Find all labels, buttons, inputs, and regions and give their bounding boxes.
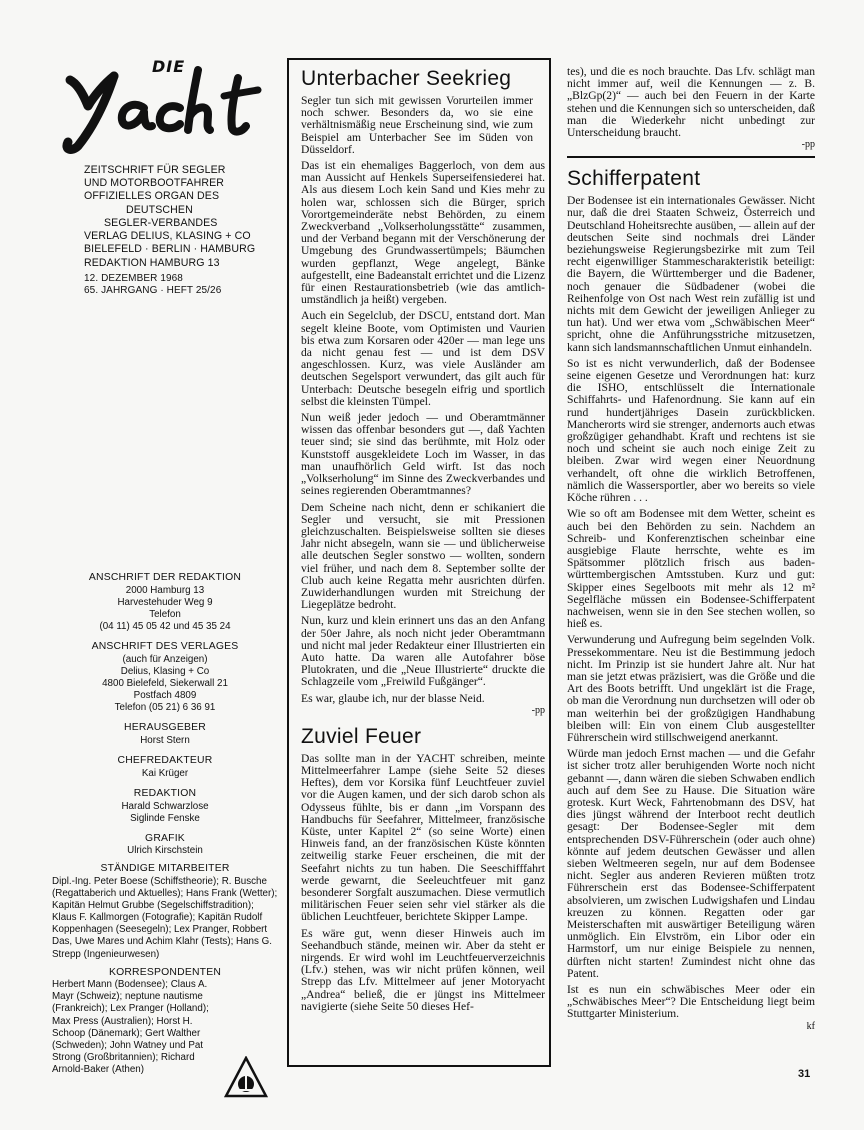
masthead-column xyxy=(48,50,274,298)
publisher-address-line: 4800 Bielefeld, Siekerwall 21 xyxy=(102,677,228,689)
issue-date: 12. DEZEMBER 1968 xyxy=(84,272,183,284)
article-paragraph: Nun weiß jeder jedoch — und Oberamtmänner wissen das offenbar besonders gut —, daß Yachten teuer sind; sie sind das berühmte, mit Holz oder Kunststoff ausgekleidete Loch im Wasser, in das man unaufhörlich Geld wirft. Ist das noch „Volkserholung“ im Sinne des Zweckverbandes und seines regierenden Oberamtmannes? xyxy=(301,411,545,498)
editorial-staff-name: Siglinde Fenske xyxy=(130,812,200,824)
article-lead: Segler tun sich mit gewissen Vorurteilen immer noch schwer. Besonders da, wo sie eine verhältnismäßig neue Erscheinung sind, wie zum Beispiel am Unterbacher See im Süden von Düsseldorf. xyxy=(301,94,533,156)
masthead-line: DEUTSCHEN xyxy=(126,203,193,216)
article-column-right xyxy=(567,66,815,1032)
article-paragraph: Der Bodensee ist ein internationales Gewässer. Nicht nur, daß die drei Staaten Schweiz, Österreich und Deutschland Hoheitsrechte ausüben, — allein auf der deutschen Seite sind nochmals drei Länder beziehungsweise Regierungsbezirke mit zum Teil recht eigenwilliger Stammescharakteristik beteiligt: die Bayern, die Württemberger und die Badener, noch genauer die Südbadener (wobei die Reihenfolge von Ost nach West rein zufällig ist und nichts mit dem Gewicht der jeweiligen Anlieger zu tun hat). Und wer etwa vom „Schwäbischen Meer“ spricht, ohne die Anführungsstriche mitzusetzen, kann sich landsmannschaftlichen Unmut einhandeln. xyxy=(567,194,815,354)
section-divider xyxy=(567,156,815,158)
contributors-list: Dipl.-Ing. Peter Boese (Schiffstheorie); R. Busche (Regattaberich und Aktuelles); Hans Frank (Wetter); Kapitän Helmut Grubbe (Segelschiffstradition); Klaus F. Kallmorgen (Fotografie); Kapitän Rudolf Koppenhagen (Seesegeln); Lex Pranger, Robbert Das, Uwe Mares und Achim Klahr (Tests); Hans G. Strepp (Ingenieurwesen) xyxy=(52,876,278,960)
article-paragraph: Das ist ein ehemaliges Baggerloch, von dem aus man Aussicht auf Henkels Superseifensiederei hat. Als aus diesem Loch kein Sand und Kies mehr zu holen war, schlossen sich die Bürger, sprich Vorortgemeinderäte nebst Behörden, zu einem Zweckverband „Volkserholungsstätte“ zusammen, und der Verband begann mit der Verschönerung der Umgebung des Grundwassertümpels; Bäumchen wurden gepflanzt, Wege angelegt, Bänke aufgestellt, eine Badeanstalt errichtet und die Lizenz für einen Restaurationsbetrieb (wie das amtlich-umständlich ja heißt) vergeben. xyxy=(301,159,545,307)
graphics-heading: GRAFIK xyxy=(145,832,185,844)
editorial-address-heading: ANSCHRIFT DER REDAKTION xyxy=(88,572,242,583)
author-signature: -pp xyxy=(801,139,815,151)
editor-in-chief-heading: CHEFREDAKTEUR xyxy=(117,754,213,766)
editorial-staff-name: Harald Schwarzlose xyxy=(121,800,209,812)
editorial-staff-heading: REDAKTION xyxy=(133,787,197,799)
editorial-address-line: Telefon xyxy=(149,608,181,620)
publisher-address-line: Telefon (05 21) 6 36 91 xyxy=(114,701,216,713)
masthead-line: VERLAG DELIUS, KLASING + CO xyxy=(84,230,251,243)
masthead-line: UND MOTORBOOTFAHRER xyxy=(84,177,225,190)
article-title: Schifferpatent xyxy=(567,167,701,191)
article-paragraph: Ist es nun ein schwäbisches Meer oder ein „Schwäbisches Meer“? Die Entscheidung liegt beim Stuttgarter Ministerium. xyxy=(567,983,815,1021)
editorial-address-line: 2000 Hamburg 13 xyxy=(125,584,205,596)
article-column-left xyxy=(301,66,545,1017)
article-paragraph: Es war, glaube ich, nur der blasse Neid. xyxy=(301,691,485,705)
author-signature: -pp xyxy=(531,704,545,716)
masthead-line: ZEITSCHRIFT FÜR SEGLER xyxy=(84,164,226,176)
article-title: Unterbacher Seekrieg xyxy=(301,67,512,90)
article-paragraph: Nun, kurz und klein erinnert uns das an den Anfang der 50er Jahre, als noch nicht jeder Oberamtmann und nicht mal jeder Redakteur einer Illustrierten ein Auto hatte. Da waren alle Autofahrer böse Plutokraten, und die „Neue Illustrierte“ druckte die Schlagzeile vom „Freiwild Fußgänger“. xyxy=(301,614,545,689)
masthead-line: BIELEFELD · BERLIN · HAMBURG xyxy=(84,243,256,256)
yacht-logo-icon xyxy=(48,50,274,156)
publisher-address-heading: ANSCHRIFT DES VERLAGES xyxy=(91,640,239,652)
editorial-address-line: (04 11) 45 05 42 und 45 35 24 xyxy=(99,620,231,632)
masthead-line: OFFIZIELLES ORGAN DES xyxy=(84,190,220,203)
editor-in-chief-name: Kai Krüger xyxy=(141,767,189,779)
publisher-address-line: (auch für Anzeigen) xyxy=(122,653,208,665)
dsv-emblem-icon xyxy=(224,1056,268,1100)
article-paragraph: Würde man jedoch Ernst machen — und die Gefahr ist sicher trotz aller beruhigenden Worte noch nicht gebannt —, dann wären die sieben Schwaben endlich auch auf dem See zu Hause. Die Situation wäre grotesk. Kurt Weck, Fahrtenobmann des DSV, hat dies jüngst während der Interboot recht deutlich gesagt: Der Bodensee-Segler mit dem entsprechenden DSV-Führerschein (oder auch ohne) könnte auf jedem deutschen Gewässer und allen sieben Weltmeeren segeln, nur auf dem Bodensee nicht. Segler aus anderen Revieren müßten trotz Führerschein erst das Bodensee-Schifferpatent absolvieren, um zwischen Ludwigshafen und Lindau kreuzen zu können. Regatten oder gar Meisterschaften mit auswärtiger Beteiligung wären unmöglich. Ein Elvström, ein Libor oder ein Harmstorf, um nur einige Beispiele zu nennen, dürften nicht starten! Zumindest nicht ohne das Patent. xyxy=(567,747,815,980)
article-paragraph: Wie so oft am Bodensee mit dem Wetter, scheint es auch bei den Behörden zu sein. Nachdem an Schreib- und Konferenztischen scheinbar eine ausgiebige Flaute herrschte, wehte es im Spätsommer plötzlich frisch aus baden-württembergischen Amtsstuben. Kurz und gut: Skipper eines Segelboots mit mehr als 12 m² Segelfläche müssen ein Bodensee-Schifferpatent nachweisen, wenn sie in den See stechen wollen, so hieß es. xyxy=(567,507,815,631)
publisher-address-line: Postfach 4809 xyxy=(133,689,197,701)
masthead-line: REDAKTION HAMBURG 13 xyxy=(84,256,220,269)
publisher-name: Horst Stern xyxy=(140,734,190,746)
graphics-name: Ulrich Kirschstein xyxy=(127,845,203,857)
correspondents-list: Herbert Mann (Bodensee); Claus A. Mayr (Schweiz); neptune nautisme (Frankreich); Lex Pranger (Holland); Max Press (Australien); Horst H. Schoop (Dänemark); Gert Walther (Schweden); John Watney und Pat Strong (Großbritannien); Richard Arnold-Baker (Athen) xyxy=(52,979,209,1075)
masthead-info xyxy=(48,164,274,298)
article-paragraph: So ist es nicht verwunderlich, daß der Bodensee seine eigenen Gesetze und Verordnungen hat: kurz die ISHO, entschlüsselt die Internationale Schiffahrts- und Hafenordnung. Sie kann auf ein rund hundertjähriges Dasein zurückblicken. Mancherorts wird sie strenger, andernorts auch etwas großzügiger gehandhabt. Kraft und rechtens ist sie noch und scheint sie auch noch einige Zeit zu bleiben. Zwar wird wegen einer Neuordnung verhandelt, oft ohne die wirklich Betroffenen, nämlich die Wassersportler, aber wo bereits so viele Köche rühren . . . xyxy=(567,356,815,505)
masthead-line: SEGLER-VERBANDES xyxy=(104,216,218,229)
svg-text:DIE: DIE xyxy=(152,57,186,76)
page-number: 31 xyxy=(798,1068,811,1080)
article-paragraph: Das sollte man in der YACHT schreiben, meinte Mittelmeerfahrer Lampe (siehe Seite 52 dieses Heftes), dem vor Korsika fünf Leuchtfeuer zuviel vor die Augen kamen, und der sich darob schon als Odysseus fühlte, bis er dann „im Vorspann des Handbuchs für Seefahrer, Mittelmeer, französische Küste, unter Kapitel 2“ (so seine Worte) einen Hinweis fand, an der französischen Küste könnten zeitweilig starke Feuer erscheinen, die mit der Seefahrt nichts zu tun haben. Die Seeschifffahrt werde gewarnt, die Seeleuchtfeuer mit ganz besonderer Sorgfalt auszumachen. Diese vermutlich militärischen Feuer seien sehr viel stärker als die üblichen Leuchtfeuer, berichtete Skipper Lampe. xyxy=(301,751,545,924)
article-paragraph: Es wäre gut, wenn dieser Hinweis auch im Seehandbuch stände, meinen wir. Aber da steht er nirgends. Er wird wohl im Leuchtfeuerverzeichnis (Lfv.) stehen, was wir nicht prüfen können, weil Strepp das Lfv. Mittelmeer auf jener Motoryacht „Andrea“ beließ, die er jüngst ins Mittelmeer navigierte (siehe Seite 50 dieses Hef- xyxy=(301,926,545,1013)
editorial-address-line: Harvestehuder Weg 9 xyxy=(117,596,213,608)
imprint-column xyxy=(52,572,278,1076)
article-title: Zuviel Feuer xyxy=(301,724,422,748)
die-yacht-logo xyxy=(48,50,274,156)
contributors-heading: STÄNDIGE MITARBEITER xyxy=(100,863,230,875)
article-paragraph: Verwunderung und Aufregung beim segelnden Volk. Pressekommentare. Neu ist die Bestimmung jedoch nicht. Im Prinzip ist sie hundert Jahre alt. Nur hat man sie jetzt etwas präzisiert, was die Größe und die Art des Boots betrifft. Und ungeklärt ist die Frage, ob man die Verordnung nun durchsetzen will oder ob man weiterhin bei der großzügigen Handhabung bleiben will: Ein von einem Club ausgestellter Führerschein wird stillschweigend anerkannt. xyxy=(567,633,815,744)
correspondents-heading: KORRESPONDENTEN xyxy=(108,966,222,978)
article-paragraph: tes), und die es noch brauchte. Das Lfv. schlägt man nicht immer auf, weil die Kennungen — z. B. „BlzGp(2)“ — auch bei den Feuern in der Karte stehen und die Kennungen sich so unterscheiden, daß man die Wiederkehr nicht unbedingt zur Unterscheidung braucht. xyxy=(567,65,815,140)
author-signature: kf xyxy=(806,1020,815,1032)
publisher-heading: HERAUSGEBER xyxy=(124,722,206,734)
issue-number: 65. JAHRGANG · HEFT 25/26 xyxy=(84,285,222,297)
article-paragraph: Dem Scheine nach nicht, denn er schikaniert die Segler und versucht, sie mit Pressionen gleichzuschalten. Beispielsweise sollten sie dieses Jahr nicht absegeln, wann sie — und üblicherweise alle deutschen Segler sonstwo — wollten, sondern viel früher, und nach dem 8. September sollte der Club auch keine Regatta mehr ausrichten dürfen. Zuwiderhandlungen wurden mit Streichung der Liegeplätze bedroht. xyxy=(301,500,545,612)
publisher-address-line: Delius, Klasing + Co xyxy=(120,665,210,677)
article-paragraph: Auch ein Segelclub, der DSCU, entstand dort. Man segelt kleine Boote, vom Optimisten und Vaurien bis etwa zum Korsaren oder 420er — man lege uns da nicht genau fest — und ist dem DSV angeschlossen. Kurz, was viele Ausländer am deutschen Segelsport verwundert, das gilt auch für Unterbach: Deutsche besegeln eifrig und sportlich selbst die kleinsten Tümpel. xyxy=(301,309,545,408)
